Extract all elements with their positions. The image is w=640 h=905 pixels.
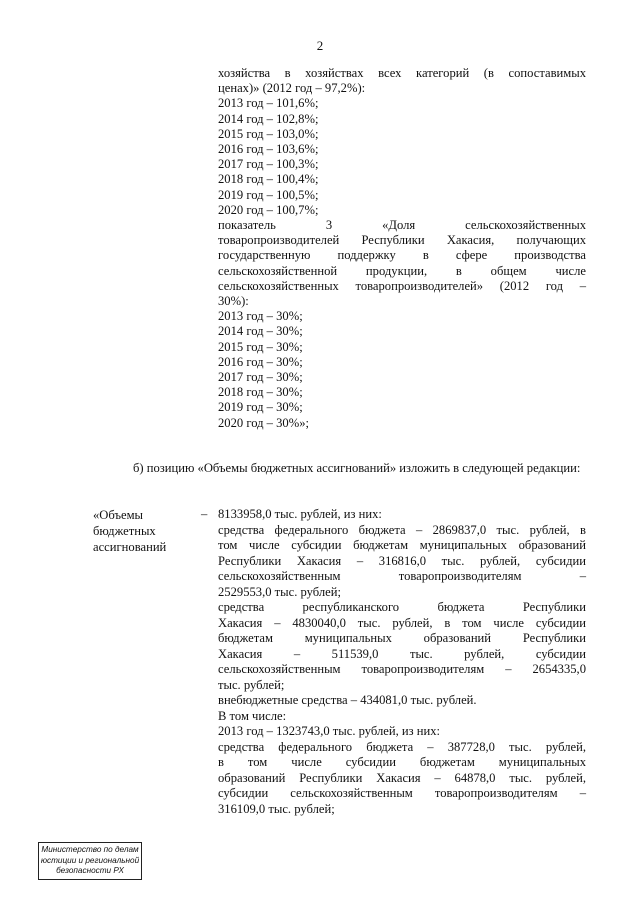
ministry-stamp: [38, 842, 142, 880]
paragraph-b: б) позицию «Объемы бюджетных ассигнований» изложить в следующей редакции:: [133, 461, 581, 475]
indicator-line: 2013 год – 30%;: [218, 309, 303, 324]
indicator-line: ценах)» (2012 год – 97,2%):: [218, 81, 366, 96]
budget-line: сельскохозяйственным товаропроизводителям –: [218, 569, 586, 583]
indicator-line: 2020 год – 100,7%;: [218, 202, 319, 217]
budget-label-line: «Объемы: [93, 508, 144, 522]
budget-line: субсидии сельскохозяйственным товаропроизводителям –: [218, 786, 586, 800]
budget-details-block: [218, 507, 586, 817]
indicator-line: 2016 год – 30%;: [218, 354, 303, 369]
budget-dash: –: [201, 507, 208, 521]
budget-line: В том числе:: [218, 708, 287, 723]
budget-line: средства республиканского бюджета Республики: [218, 600, 586, 614]
indicator-line: 2020 год – 30%»;: [218, 415, 310, 430]
budget-line: 2529553,0 тыс. рублей;: [218, 584, 341, 599]
indicator-line: 2014 год – 30%;: [218, 324, 303, 339]
budget-line: внебюджетные средства – 434081,0 тыс. рублей.: [218, 693, 477, 707]
budget-line: образований Республики Хакасия – 64878,0 тыс. рублей,: [218, 770, 586, 785]
indicator-line: 2015 год – 30%;: [218, 339, 303, 354]
budget-label: [93, 507, 198, 555]
indicator-line: хозяйства в хозяйствах всех категорий (в сопоставимых: [218, 66, 586, 80]
indicator-line: сельскохозяйственных товаропроизводителей» (2012 год –: [218, 278, 586, 293]
budget-line: Хакасия – 511539,0 тыс. рублей, субсидии: [218, 646, 586, 661]
budget-line: Республики Хакасия – 316816,0 тыс. рублей, субсидии: [218, 553, 586, 568]
indicator-line: товаропроизводителей Республики Хакасия, получающих: [218, 233, 586, 248]
budget-line: бюджетам муниципальных образований Республики: [218, 631, 586, 645]
budget-label-line: ассигнований: [93, 540, 167, 554]
indicator-line: 2019 год – 100,5%;: [218, 187, 319, 202]
budget-line: 2013 год – 1323743,0 тыс. рублей, из них:: [218, 724, 441, 738]
budget-line: тыс. рублей;: [218, 677, 285, 692]
indicator-line: государственную поддержку в сфере производства: [218, 248, 586, 263]
indicator-line: 2014 год – 102,8%;: [218, 111, 319, 126]
indicator-line: 2015 год – 103,0%;: [218, 126, 319, 141]
indicator-line: показатель 3 «Доля сельскохозяйственных: [218, 218, 586, 233]
indicator-line: 30%):: [218, 294, 249, 309]
stamp-line: юстиции и региональной: [40, 855, 140, 865]
budget-line: в том числе субсидии бюджетам муниципальных: [218, 755, 586, 769]
stamp-line: Министерство по делам: [41, 845, 139, 854]
budget-line: том числе субсидии бюджетам муниципальных образований: [218, 538, 586, 552]
indicator-line: 2016 год – 103,6%;: [218, 142, 319, 157]
budget-line: 8133958,0 тыс. рублей, из них:: [218, 507, 382, 521]
budget-line: средства федерального бюджета – 2869837,0 тыс. рублей, в: [218, 522, 586, 537]
indicator-line: 2013 год – 101,6%;: [218, 96, 319, 111]
page-number: 2: [316, 38, 324, 53]
indicator-line: 2017 год – 100,3%;: [218, 157, 319, 172]
budget-line: 316109,0 тыс. рублей;: [218, 801, 335, 816]
indicator-block: [218, 66, 586, 431]
indicator-line: 2019 год – 30%;: [218, 400, 303, 415]
stamp-line: безопасности РХ: [56, 866, 124, 875]
indicator-line: 2018 год – 100,4%;: [218, 172, 319, 187]
indicator-line: 2018 год – 30%;: [218, 385, 303, 400]
budget-label-line: бюджетных: [93, 524, 156, 538]
budget-line: средства федерального бюджета – 387728,0 тыс. рублей,: [218, 739, 586, 754]
budget-line: Хакасия – 4830040,0 тыс. рублей, в том числе субсидии: [218, 615, 586, 630]
budget-line: сельскохозяйственным товаропроизводителям – 2654335,0: [218, 662, 586, 676]
indicator-line: сельскохозяйственной продукции, в общем числе: [218, 263, 586, 278]
indicator-line: 2017 год – 30%;: [218, 370, 303, 385]
